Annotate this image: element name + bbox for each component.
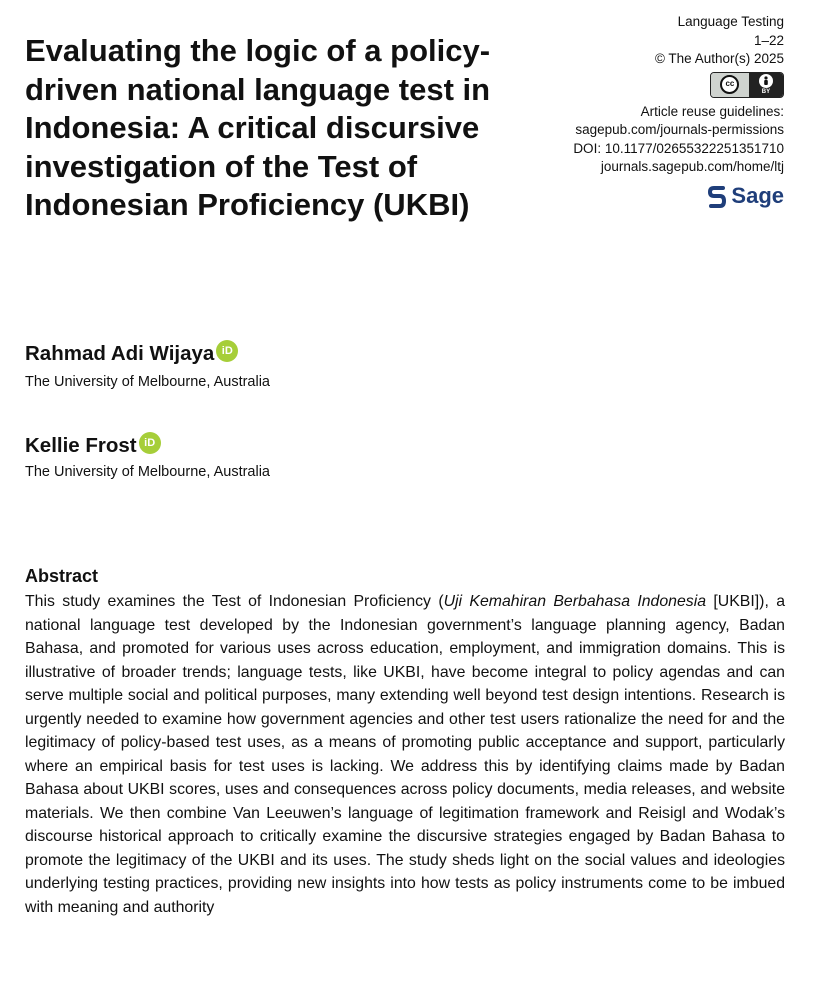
orcid-icon[interactable]: iD [139,432,161,454]
abstract-heading: Abstract [25,566,99,586]
sage-s-icon [708,185,726,209]
abstract-text-rest: [UKBI]), a national language test developed by the Indonesian government’s language planning agency, Badan Bahasa, and promoted for various uses across education, employment, and immigration domains. This is illustrative of broader trends; language tests, like UKBI, have become integral to policy agendas and can serve multiple social and political purposes, many extending well beyond test design intentions. Research is urgently needed to examine how government agencies and other test users rationalize the need for and the legitimacy of policy-based test uses, as a means of promoting public acceptance and support, particularly where an empirical basis for test uses is lacking. We address this by identifying claims made by Badan Bahasa about UKBI scores, uses and consequences across policy documents, media releases, and website materials. We then combine Van Leeuwen’s language of legitimation framework and Reisigl and Wodak’s discourse historical approach to critically examine the discursive strategies engaged by Badan Bahasa to promote the legitimacy of the UKBI and its uses. The study sheds light on the social values and ideologies underlying testing practices, providing new insights into how tests as policy instruments come to be imbued with meaning and authority [25,593,786,916]
sage-logo[interactable] [708,185,784,209]
author-affiliation: The University of Melbourne, Australia [25,464,270,480]
journal-link[interactable]: journals.sagepub.com/home/ltj [600,159,784,174]
author-1 [25,342,238,366]
abstract-body [25,590,785,919]
doi[interactable]: DOI: 10.1177/02655322251351710 [573,140,784,156]
author-2 [25,434,161,458]
page-range: 1–22 [753,32,784,48]
author-name: Rahmad Adi Wijaya [25,342,215,365]
orcid-icon[interactable]: iD [216,340,238,362]
reuse-link[interactable]: sagepub.com/journals-permissions [575,122,784,137]
cc-by-icon[interactable]: cc BY [710,72,784,98]
reuse-label: Article reuse guidelines: [640,103,784,119]
author-name: Kellie Frost [25,434,137,457]
author-affiliation: The University of Melbourne, Australia [25,374,270,390]
abstract-text-start: This study examines the Test of Indonesian Proficiency ( [25,593,444,610]
article-title: Evaluating the logic of a policy-driven national language test in Indonesia: A critical discursive investigation of the Test of Indonesian Proficiency (UKBI) [25,33,491,222]
journal-name: Language Testing [677,14,784,29]
copyright: © The Author(s) 2025 [654,51,784,66]
publisher-name: Sage [731,183,784,209]
journal-meta [524,13,784,214]
abstract-italic-term: Uji Kemahiran Berbahasa Indonesia [443,593,707,610]
